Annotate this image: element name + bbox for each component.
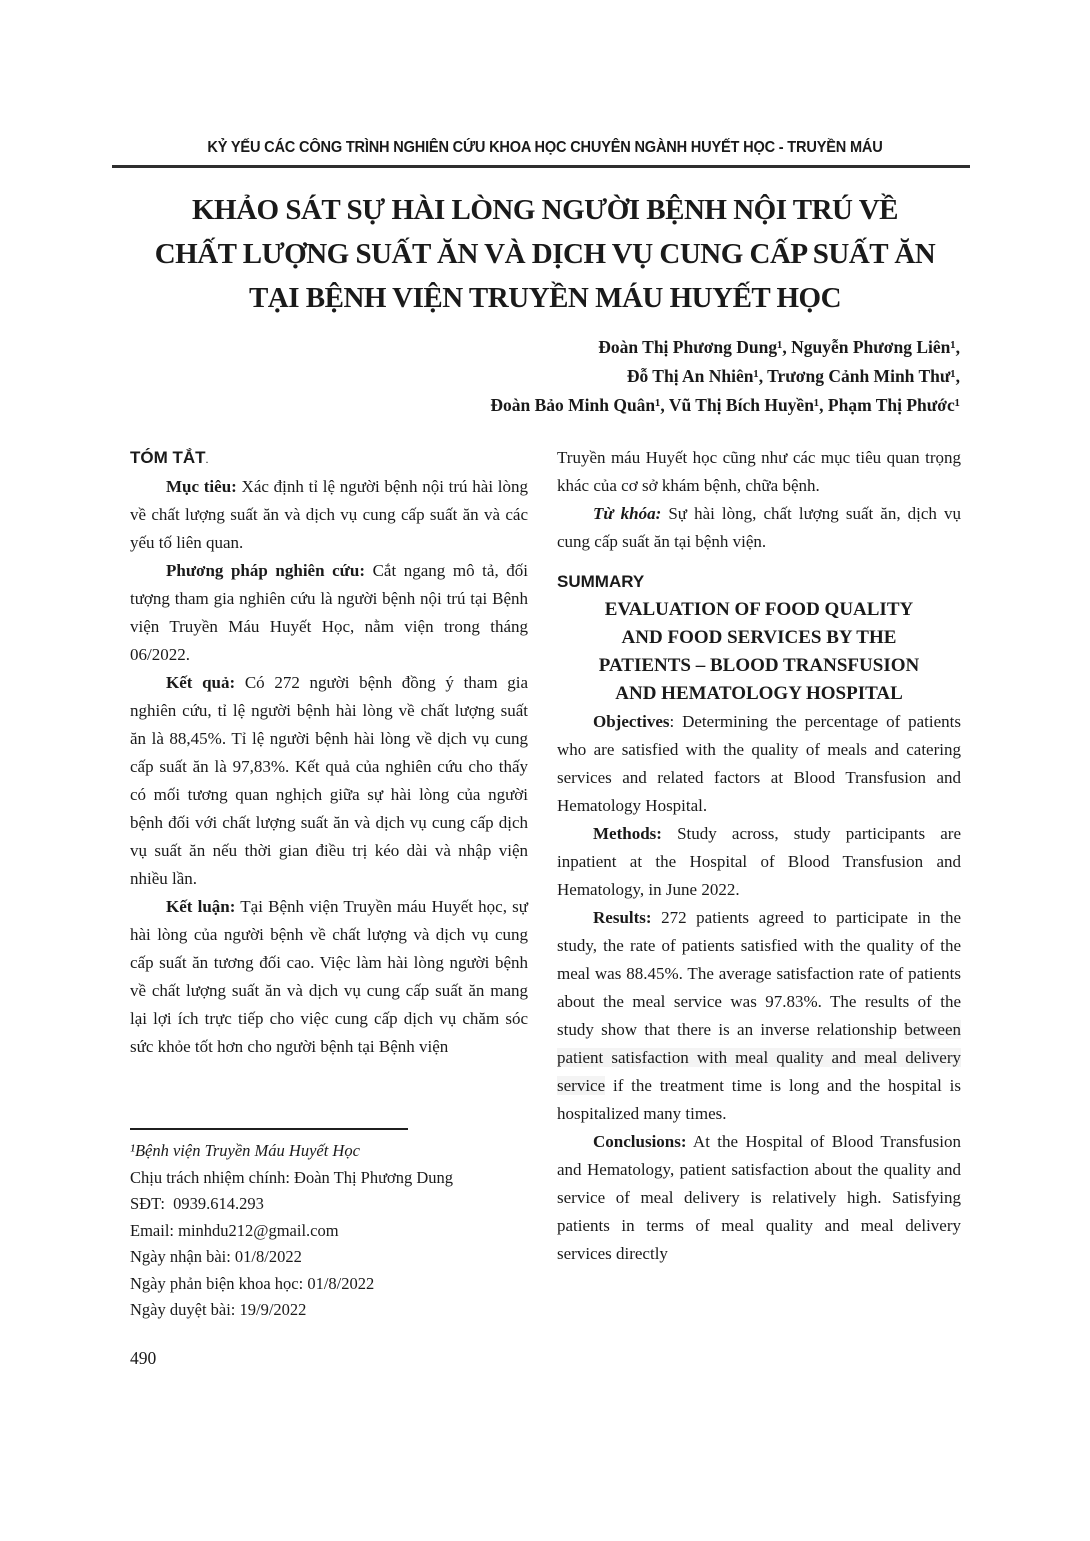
- summary-methods-text: Study across, study participants are inpatient at the Hospital of Blood Transfusion and Hematology, in June 2022.: [557, 824, 961, 899]
- abstract-results-text: Có 272 người bệnh đồng ý tham gia nghiên cứu, tỉ lệ người bệnh hài lòng về chất lượng suất ăn là 88,45%. Tỉ lệ người bệnh hài lòng về dịch vụ cung cấp suất ăn là 97,83%. Kết quả của nghiên cứu cho thấy có mối tương quan nghịch giữa sự hài lòng của người bệnh đối với chất lượng suất ăn và dịch vụ cung cấp dịch vụ suất ăn nếu thời gian điều trị kéo dài và nhập viện nhiều lần.: [130, 673, 529, 888]
- author-list: [130, 333, 960, 420]
- summary-conclusions-label: Conclusions:: [593, 1132, 687, 1151]
- abstract-methods-text: Cắt ngang mô tả, đối tượng tham gia nghiên cứu là người bệnh nội trú tại Bệnh viện Truyền Máu Huyết Học, nằm viện trong tháng 06/2022.: [130, 561, 528, 664]
- article-title-line-1: KHẢO SÁT SỰ HÀI LÒNG NGƯỜI BỆNH NỘI TRÚ VỀ: [191, 194, 898, 226]
- summary-column: [557, 444, 961, 1268]
- abstract-results-paragraph: [130, 669, 528, 893]
- footnote-affiliation: ¹Bệnh viện Truyền Máu Huyết Học: [130, 1141, 360, 1160]
- abstract-heading-text: TÓM TẮT: [130, 448, 206, 467]
- abstract-column: [130, 444, 528, 1061]
- footnote-received-date: Ngày nhận bài: 01/8/2022: [130, 1247, 302, 1266]
- abstract-results-label: Kết quả:: [166, 673, 236, 692]
- author-line-3: Đoàn Bảo Minh Quân¹, Vũ Thị Bích Huyền¹, Phạm Thị Phước¹: [490, 395, 960, 415]
- author-line-1: Đoàn Thị Phương Dung¹, Nguyễn Phương Liên¹,: [598, 337, 960, 357]
- page-number: 490: [130, 1348, 157, 1368]
- author-line-2: Đỗ Thị An Nhiên¹, Trương Cảnh Minh Thư¹,: [626, 366, 960, 386]
- summary-results-label: Results:: [593, 908, 652, 927]
- footnote-block: [130, 1128, 530, 1324]
- footnote-accepted-date: Ngày duyệt bài: 19/9/2022: [130, 1300, 307, 1319]
- summary-methods-label: Methods:: [593, 824, 662, 843]
- summary-results-paragraph: [557, 904, 961, 1128]
- summary-results-text-after: if the treatment time is long and the hospital is hospitalized many times.: [557, 1076, 961, 1123]
- abstract-methods-paragraph: [130, 557, 528, 669]
- footnote-email: Email: minhdu212@gmail.com: [130, 1220, 339, 1240]
- summary-objectives-text: : Determining the percentage of patients who are satisfied with the quality of meals and catering services and related factors at Blood Transfusion and Hematology Hospital.: [557, 712, 961, 815]
- footnote-review-date: Ngày phản biện khoa học: 01/8/2022: [130, 1273, 375, 1293]
- article-title-line-2: CHẤT LƯỢNG SUẤT ĂN VÀ DỊCH VỤ CUNG CẤP SUẤT ĂN: [154, 238, 936, 270]
- footnote-rule: [130, 1128, 408, 1130]
- abstract-conclusions-text: Tại Bệnh viện Truyền máu Huyết học, sự hài lòng của người bệnh về chất lượng và dịch vụ cung cấp suất ăn tương đối cao. Việc làm hài lòng người bệnh về chất lượng suất ăn và dịch vụ cung cấp suất ăn mang lại lợi ích trực tiếp cho việc cung cấp dịch vụ chăm sóc sức khỏe tốt hơn cho người bệnh tại Bệnh viện: [130, 897, 528, 1056]
- abstract-heading-mark: .: [205, 452, 209, 466]
- summary-objectives-paragraph: [557, 708, 961, 820]
- abstract-keywords-paragraph: [557, 500, 961, 556]
- article-title-line-3: TẠI BỆNH VIỆN TRUYỀN MÁU HUYẾT HỌC: [248, 282, 842, 314]
- summary-conclusions-text: At the Hospital of Blood Transfusion and Hematology, patient satisfaction about the quality and service of meal delivery is relatively high. Satisfying patients in terms of meal quality and meal delivery services directly: [557, 1132, 961, 1263]
- summary-english-title: [557, 596, 961, 708]
- summary-title-line-3: PATIENTS – BLOOD TRANSFUSION: [598, 655, 920, 676]
- summary-title-line-1: EVALUATION OF FOOD QUALITY: [604, 599, 914, 620]
- abstract-objectives-text: Xác định tỉ lệ người bệnh nội trú hài lòng về chất lượng suất ăn và dịch vụ cung cấp suất ăn và các yếu tố liên quan.: [130, 477, 528, 552]
- journal-running-head: KỶ YẾU CÁC CÔNG TRÌNH NGHIÊN CỨU KHOA HỌC CHUYÊN NGÀNH HUYẾT HỌC - TRUYỀN MÁU: [207, 139, 883, 156]
- summary-methods-paragraph: [557, 820, 961, 904]
- footnote-phone: SĐT: 0939.614.293: [130, 1194, 264, 1213]
- footnote-corresponding-author: Chịu trách nhiệm chính: Đoàn Thị Phương Dung: [130, 1167, 454, 1187]
- summary-title-line-2: AND FOOD SERVICES BY THE: [621, 627, 897, 648]
- abstract-conclusions-label: Kết luận:: [166, 897, 236, 916]
- article-title: [60, 188, 1030, 320]
- abstract-continuation-paragraph: Truyền máu Huyết học cũng như các mục tiêu quan trọng khác của cơ sở khám bệnh, chữa bệnh.: [557, 448, 961, 495]
- header-rule: [112, 165, 970, 168]
- abstract-heading: [130, 444, 528, 473]
- summary-title-line-4: AND HEMATOLOGY HOSPITAL: [615, 683, 903, 704]
- abstract-methods-label: Phương pháp nghiên cứu:: [166, 561, 365, 580]
- summary-objectives-label: Objectives: [593, 712, 670, 731]
- summary-results-text-before: 272 patients agreed to participate in the study, the rate of patients satisfied with the quality of the meal was 88.45%. The average satisfaction rate of patients about the meal service was 97.83%. The results of the study show that there is an inverse relationship: [557, 908, 961, 1039]
- abstract-objectives-label: Mục tiêu:: [166, 477, 237, 496]
- summary-heading: SUMMARY: [557, 572, 645, 591]
- abstract-keywords-label: Từ khóa:: [593, 504, 662, 523]
- summary-results-highlighted-text: between patient satisfaction with meal quality and meal delivery service: [557, 1020, 961, 1095]
- summary-conclusions-paragraph: [557, 1128, 961, 1268]
- abstract-objectives-paragraph: [130, 473, 528, 557]
- abstract-conclusions-paragraph: [130, 893, 528, 1061]
- abstract-keywords-text: Sự hài lòng, chất lượng suất ăn, dịch vụ cung cấp suất ăn tại bệnh viện.: [557, 504, 961, 551]
